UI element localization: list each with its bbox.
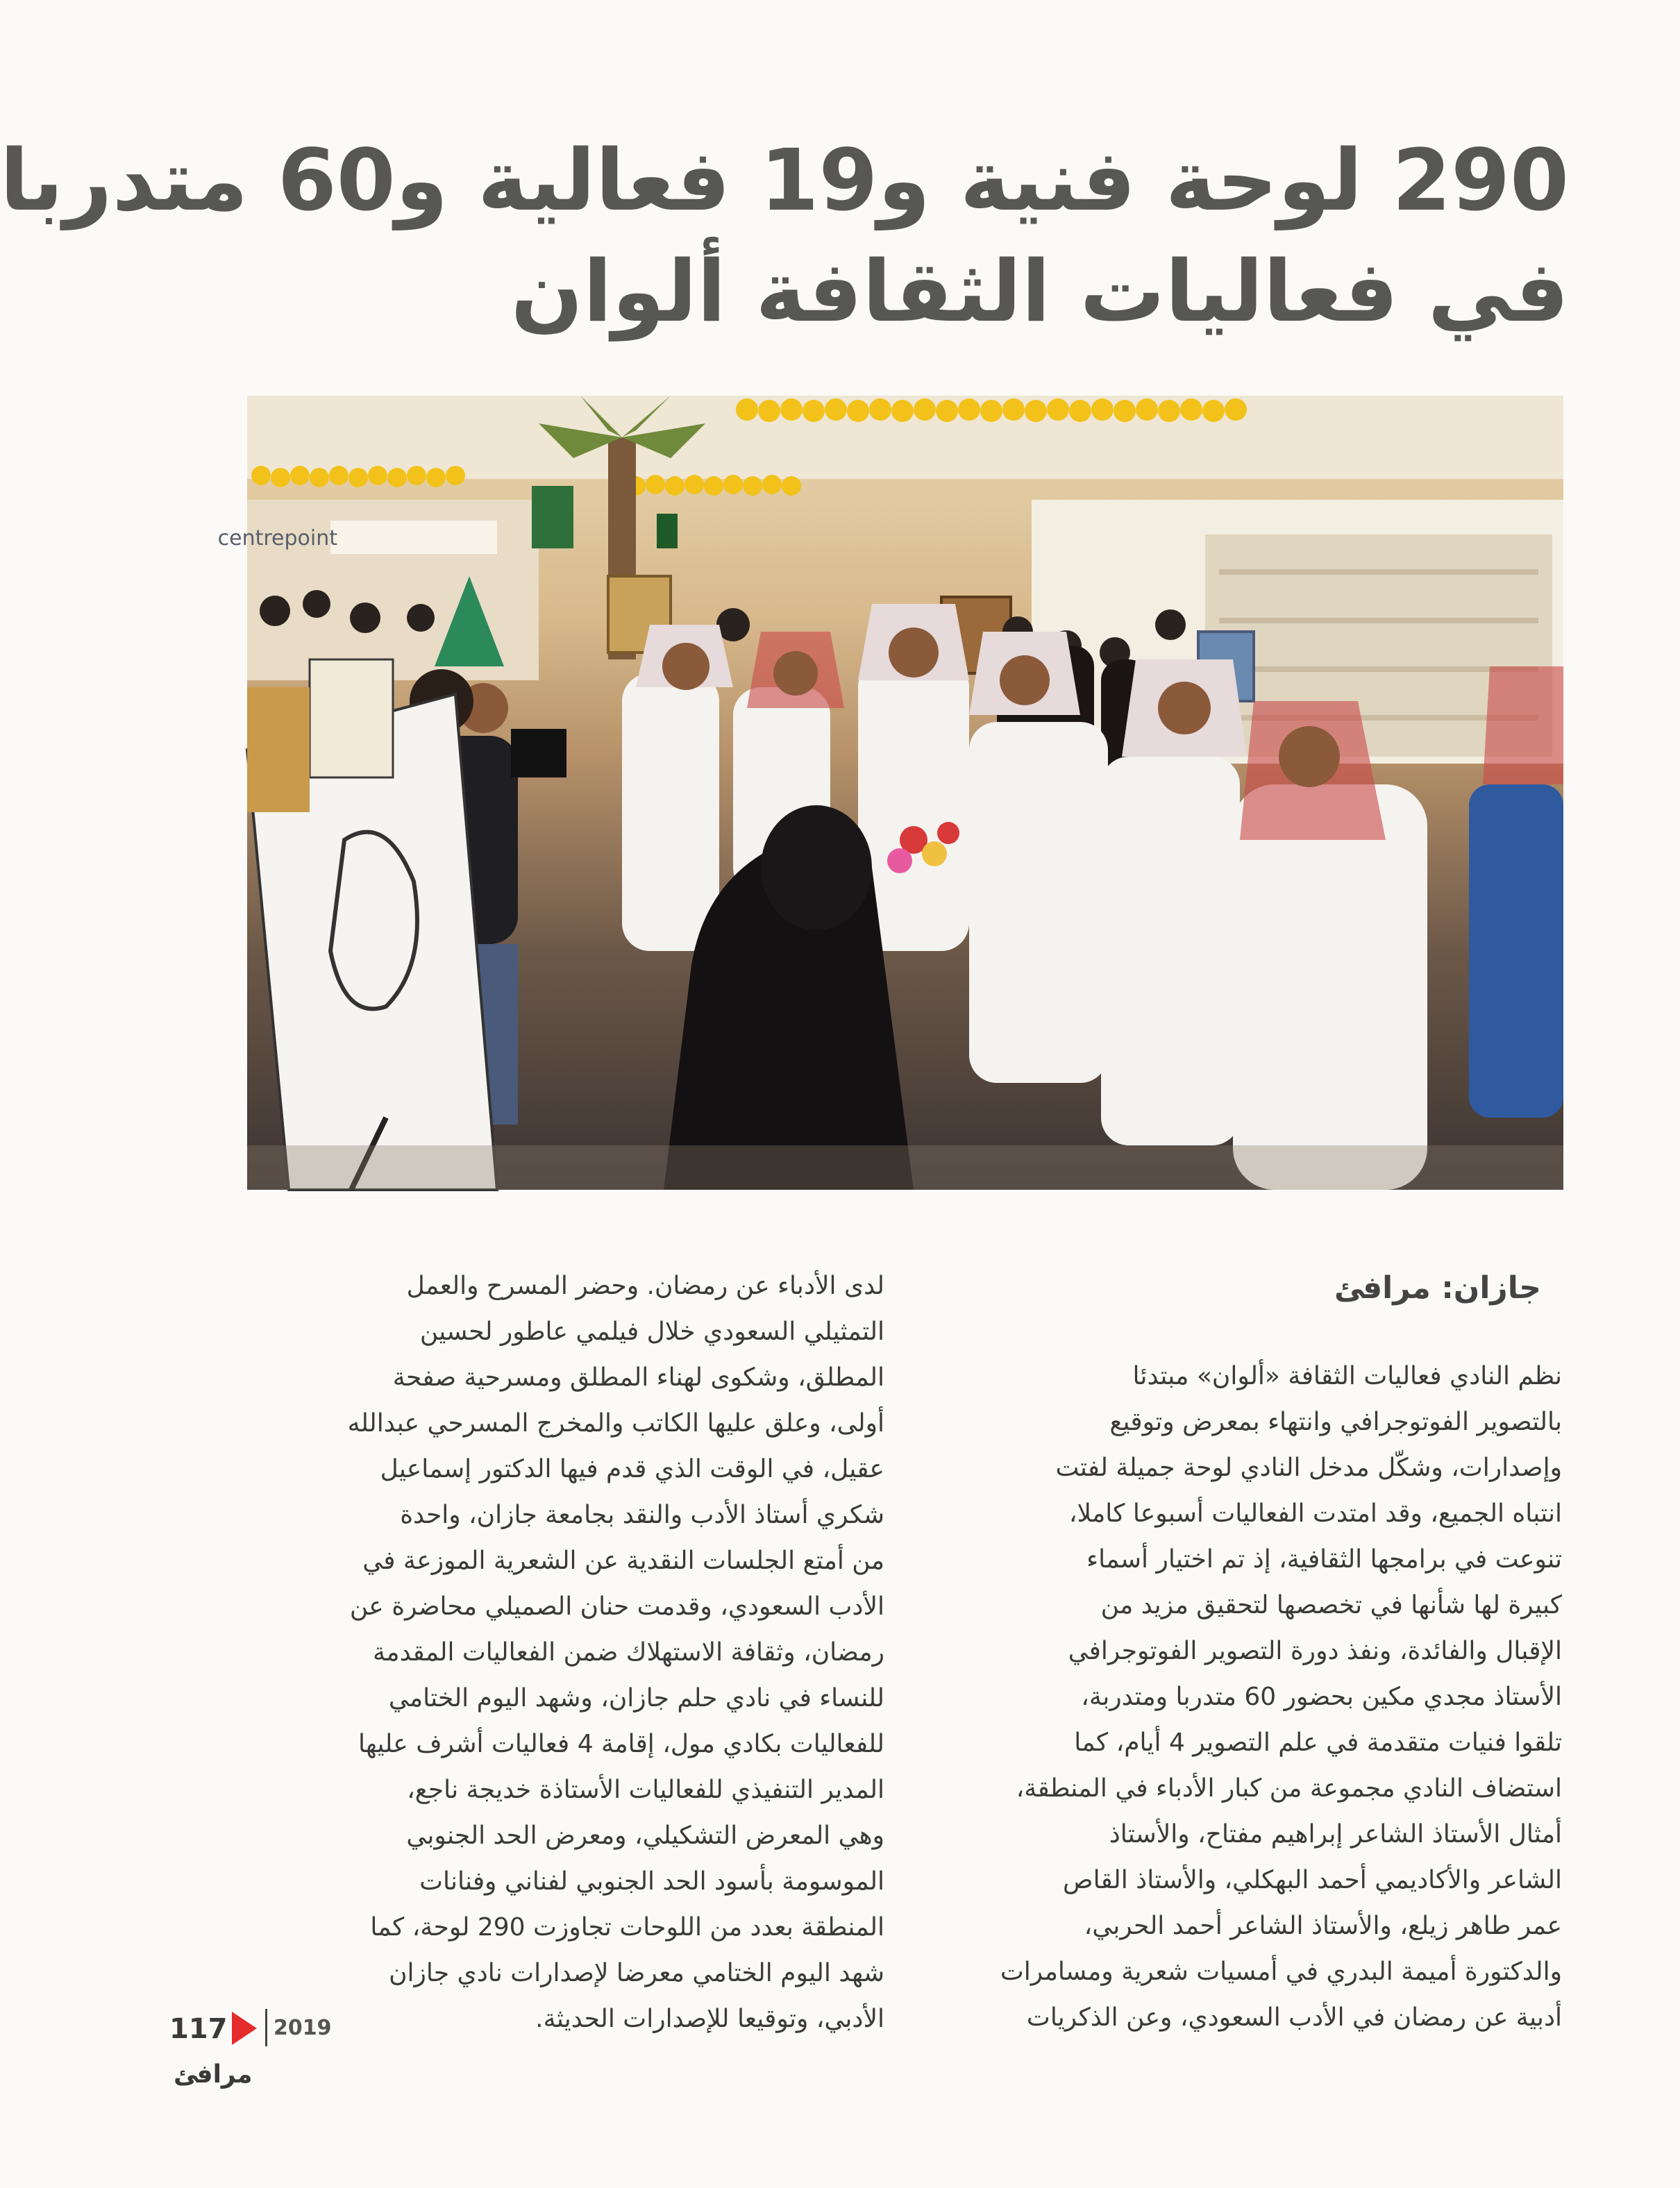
article-column-right [923,1354,1562,2041]
article-column-left [246,1263,884,2042]
article-line: أولى، وعلق عليها الكاتب والمخرج المسرحي عبدالله [347,1409,884,1438]
headline-line-1: 290 لوحة فنية و19 فعالية و60 متدربا [0,131,1569,230]
article-line: أدبية عن رمضان في الأدب السعودي، وعن الذكريات [1026,2003,1562,2032]
article-line: وإصدارات، وشكّل مدخل النادي لوحة جميلة لفتت [1055,1454,1562,1482]
article-line: الأدب السعودي، وقدمت حنان الصميلي محاضرة عن [349,1592,884,1621]
headline [0,125,1569,347]
event-photo [217,396,1563,1190]
page-footer [162,1999,440,2110]
event-photo-illustration [217,396,1563,1190]
byline: جازان: مرافئ [1334,1270,1541,1306]
article-line: شكري أستاذ الأدب والنقد بجامعة جازان، واحدة [400,1501,884,1529]
article-line: للنساء في نادي حلم جازان، وشهد اليوم الختامي [388,1684,884,1712]
article-line: رمضان، وثقافة الاستهلاك ضمن الفعاليات المقدمة [373,1638,884,1667]
article-line: المنطقة بعدد من اللوحات تجاوزت 290 لوحة، كما [370,1913,884,1942]
article-line: انتباه الجميع، وقد امتدت الفعاليات أسبوعا كاملا، [1068,1499,1562,1528]
article-line: الإقبال والفائدة، ونفذ دورة التصوير الفوتوجرافي [1068,1637,1562,1665]
article-line: للفعاليات بكادي مول، إقامة 4 فعاليات أشرف عليها [358,1730,884,1758]
article-line: الأستاذ مجدي مكين بحضور 60 متدربا ومتدربة، [1081,1683,1562,1711]
article-line: المطلق، وشكوى لهناء المطلق ومسرحية صفحة [392,1363,884,1392]
article-line: الموسومة بأسود الحد الجنوبي لفناني وفنانات [419,1867,884,1896]
article-line: تلقوا فنيات متقدمة في علم التصوير 4 أيام، كما [1074,1728,1562,1757]
article-line: بالتصوير الفوتوجرافي وانتهاء بمعرض وتوقيع [1109,1408,1562,1436]
article-line: المدير التنفيذي للفعاليات الأستاذة خديجة ناجع، [407,1776,884,1804]
article-line: شهد اليوم الختامي معرضا لإصدارات نادي جازان [389,1959,884,1987]
article-line: عقيل، في الوقت الذي قدم فيها الدكتور إسماعيل [380,1455,884,1483]
article-line: الشاعر والأكاديمي أحمد البهكلي، والأستاذ القاص [1063,1866,1562,1894]
article-line: عمر طاهر زيلع، والأستاذ الشاعر أحمد الحربي، [1084,1912,1562,1940]
magazine-brand: مرافئ [174,2060,253,2089]
article-line: أمثال الأستاذ الشاعر إبراهيم مفتاح، والأستاذ [1109,1820,1562,1849]
footer-divider [265,2009,267,2046]
store-sign-text: centrepoint [217,526,337,550]
article-line: الأدبي، وتوقيعا للإصدارات الحديثة. [535,2005,884,2033]
article-line: تنوعت في برامجها الثقافية، إذ تم اختيار أسماء [1086,1545,1562,1574]
issue-year: 2019 [274,2016,332,2040]
article-line: والدكتورة أميمة البدري في أمسيات شعرية ومسامرات [1000,1958,1562,1986]
article-line: التمثيلي السعودي خلال فيلمي عاطور لحسين [419,1318,884,1346]
article-line: كبيرة لها شأنها في تخصصها لتحقيق مزيد من [1100,1591,1562,1619]
article-line: من أمتع الجلسات النقدية عن الشعرية الموزعة في [362,1547,884,1575]
page-number: 117 [169,2013,228,2045]
headline-line-2: في فعاليات الثقافة ألوان [510,242,1569,341]
play-arrow-icon [232,2012,257,2045]
article-line: استضاف النادي مجموعة من كبار الأدباء في المنطقة، [1016,1774,1562,1803]
article-line: لدى الأدباء عن رمضان. وحضر المسرح والعمل [406,1272,884,1300]
article-line: وهي المعرض التشكيلي، ومعرض الحد الجنوبي [406,1821,884,1850]
article-line: نظم النادي فعاليات الثقافة «ألوان» مبتدئا [1132,1362,1562,1390]
